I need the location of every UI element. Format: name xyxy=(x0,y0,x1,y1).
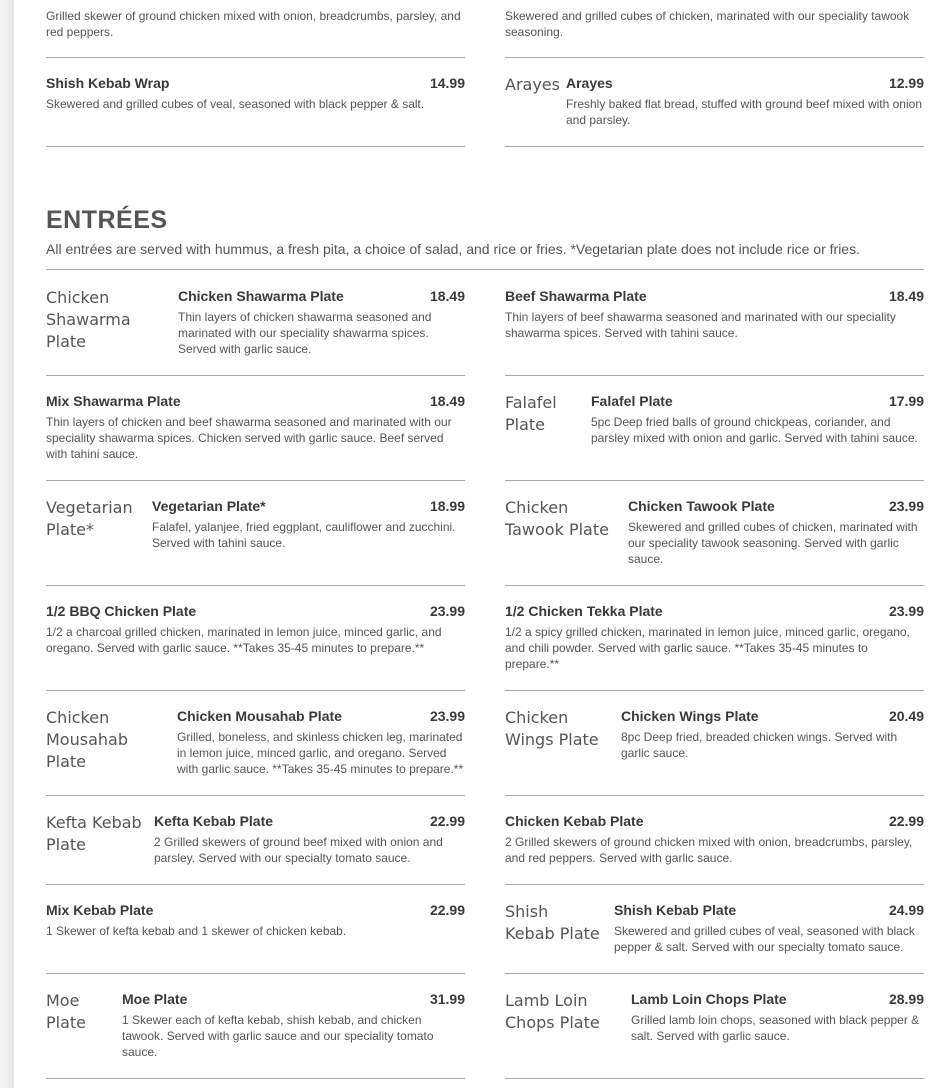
item-image: Kefta Kebab Plate xyxy=(46,813,142,854)
item-name: Chicken Kebab Plate xyxy=(505,813,644,829)
item-name: Kefta Kebab Plate xyxy=(154,813,274,829)
item-name: Chicken Shawarma Plate xyxy=(178,288,344,304)
item-price: 18.49 xyxy=(429,288,465,304)
item-price: 18.99 xyxy=(429,498,465,514)
item-price: 31.99 xyxy=(429,991,465,1007)
menu-item-chicken-kebab-plate[interactable] xyxy=(505,812,924,885)
item-description: Skewered and grilled cubes of veal, seasoned with black pepper & salt. Served with our specialty tomato sauce. xyxy=(614,924,915,954)
menu-item-falafel-plate[interactable] xyxy=(505,392,924,481)
section-note: All entrées are served with hummus, a fresh pita, a choice of salad, and rice or fries. *Vegetarian plate does not include rice or fries. xyxy=(46,241,860,257)
item-image: Arayes xyxy=(505,75,560,94)
item-name: Chicken Mousahab Plate xyxy=(177,708,342,724)
item-description: 8pc Deep fried, breaded chicken wings. Served with garlic sauce. xyxy=(621,730,898,760)
item-name: Moe Plate xyxy=(122,991,188,1007)
item-description: 1/2 a spicy grilled chicken, marinated in lemon juice, minced garlic, oregano, and chili powder. Served with garlic sauce. **Takes 35-45 minutes to prepare.** xyxy=(505,625,910,671)
item-description: Grilled, boneless, and skinless chicken leg, marinated in lemon juice, minced garlic, and oregano. Served with garlic sauce. **Takes 35-45 minutes to prepare.** xyxy=(177,730,464,776)
section-title-entrees: ENTRÉES xyxy=(46,206,168,234)
section-divider xyxy=(46,269,924,270)
item-description: Grilled skewer of ground chicken mixed with onion, breadcrumbs, parsley, and red peppers. xyxy=(46,9,461,39)
item-description: 5pc Deep fried balls of ground chickpeas, coriander, and parsley mixed with onion and garlic. Served with tahini sauce. xyxy=(591,415,918,445)
item-description: Grilled lamb loin chops, seasoned with black pepper & salt. Served with garlic sauce. xyxy=(631,1013,920,1043)
item-name: Falafel Plate xyxy=(591,393,673,409)
item-price: 23.99 xyxy=(888,498,924,514)
menu-item-beef-shawarma-plate[interactable] xyxy=(505,287,924,376)
item-description: Thin layers of chicken shawarma seasoned and marinated with our speciality shawarma spices. Served with garlic sauce. xyxy=(178,310,432,356)
item-description: Thin layers of beef shawarma seasoned and marinated with our speciality shawarma spices. Served with tahini sauce. xyxy=(505,310,896,340)
item-description: 1 Skewer each of kefta kebab, shish kebab, and chicken tawook. Served with garlic sauce and our speciality tomato sauce. xyxy=(122,1013,434,1059)
item-description: Thin layers of chicken and beef shawarma seasoned and marinated with our speciality shawarma spices. Chicken served with garlic sauce. Beef served with tahini sauce. xyxy=(46,415,452,461)
item-name: Lamb Loin Chops Plate xyxy=(631,991,787,1007)
item-description: 2 Grilled skewers of ground beef mixed with onion and parsley. Served with our specialty tomato sauce. xyxy=(154,835,443,865)
item-image: Moe Plate xyxy=(46,991,87,1032)
item-price: 18.49 xyxy=(429,393,465,409)
item-image: Chicken Wings Plate xyxy=(505,708,599,749)
item-name: Mix Shawarma Plate xyxy=(46,393,181,409)
item-description: Falafel, yalanjee, fried eggplant, cauliflower and zucchini. Served with tahini sauce. xyxy=(152,520,456,550)
menu-item-shish-kebab-wrap[interactable] xyxy=(46,74,465,147)
item-image: Chicken Mousahab Plate xyxy=(46,708,128,771)
item-description: 1 Skewer of kefta kebab and 1 skewer of chicken kebab. xyxy=(46,924,347,938)
item-price: 22.99 xyxy=(429,813,465,829)
menu-item-kefta-kebab-plate[interactable] xyxy=(46,812,465,885)
item-price: 12.99 xyxy=(888,75,924,91)
menu-item-shish-kebab-plate[interactable] xyxy=(505,901,924,974)
menu-item-mix-kebab-plate[interactable] xyxy=(46,901,465,974)
item-name: Shish Kebab Plate xyxy=(614,902,737,918)
item-image: Chicken Tawook Plate xyxy=(505,498,609,539)
item-name: Arayes xyxy=(566,75,613,91)
item-description: Freshly baked flat bread, stuffed with ground beef mixed with onion and parsley. xyxy=(566,97,922,127)
item-price: 23.99 xyxy=(429,708,465,724)
item-name: Mix Kebab Plate xyxy=(46,902,154,918)
menu-item-arayes[interactable] xyxy=(505,74,924,147)
item-image: Chicken Shawarma Plate xyxy=(46,288,131,351)
item-price: 18.49 xyxy=(888,288,924,304)
item-price: 23.99 xyxy=(429,603,465,619)
menu-item-chicken-wings-plate[interactable] xyxy=(505,707,924,796)
item-image: Falafel Plate xyxy=(505,393,557,434)
item-price: 17.99 xyxy=(888,393,924,409)
item-description: Skewered and grilled cubes of veal, seasoned with black pepper & salt. xyxy=(46,97,425,111)
item-name: 1/2 BBQ Chicken Plate xyxy=(46,603,197,619)
menu-item-vegetarian-plate[interactable] xyxy=(46,497,465,586)
item-name: Chicken Tawook Plate xyxy=(628,498,775,514)
menu-item-chicken-kebab-wrap[interactable] xyxy=(46,0,465,58)
item-name: Shish Kebab Wrap xyxy=(46,75,170,91)
item-description: 1/2 a charcoal grilled chicken, marinated in lemon juice, minced garlic, and oregano. Served with garlic sauce. **Takes 35-45 minutes to prepare.** xyxy=(46,625,442,655)
item-name: Chicken Wings Plate xyxy=(621,708,759,724)
item-description: Skewered and grilled cubes of chicken, marinated with our speciality tawook seasoning. xyxy=(505,9,910,39)
menu-item-lamb-loin-chops-plate[interactable] xyxy=(505,990,924,1079)
menu-item-half-chicken-tekka-plate[interactable] xyxy=(505,602,924,691)
menu-item-moe-plate[interactable] xyxy=(46,990,465,1079)
menu-item-mix-shawarma-plate[interactable] xyxy=(46,392,465,481)
item-image: Lamb Loin Chops Plate xyxy=(505,991,600,1032)
item-name: Vegetarian Plate* xyxy=(152,498,266,514)
item-price: 22.99 xyxy=(429,902,465,918)
menu-item-chicken-tawook-wrap[interactable] xyxy=(505,0,924,58)
item-image: Shish Kebab Plate xyxy=(505,902,600,943)
item-price: 23.99 xyxy=(888,603,924,619)
item-price: 22.99 xyxy=(888,813,924,829)
item-price: 24.99 xyxy=(888,902,924,918)
item-image: Vegetarian Plate* xyxy=(46,498,133,539)
item-price: 28.99 xyxy=(888,991,924,1007)
menu-item-chicken-mousahab-plate[interactable] xyxy=(46,707,465,796)
item-description: 2 Grilled skewers of ground chicken mixed with onion, breadcrumbs, parsley, and red peppers. Served with garlic sauce. xyxy=(505,835,913,865)
menu-item-chicken-shawarma-plate[interactable] xyxy=(46,287,465,376)
item-name: Beef Shawarma Plate xyxy=(505,288,647,304)
item-name: 1/2 Chicken Tekka Plate xyxy=(505,603,663,619)
menu-item-chicken-tawook-plate[interactable] xyxy=(505,497,924,586)
item-price: 20.49 xyxy=(888,708,924,724)
item-description: Skewered and grilled cubes of chicken, marinated with our speciality tawook seasoning. Served with garlic sauce. xyxy=(628,520,918,566)
menu-item-half-bbq-chicken-plate[interactable] xyxy=(46,602,465,691)
item-price: 14.99 xyxy=(429,75,465,91)
